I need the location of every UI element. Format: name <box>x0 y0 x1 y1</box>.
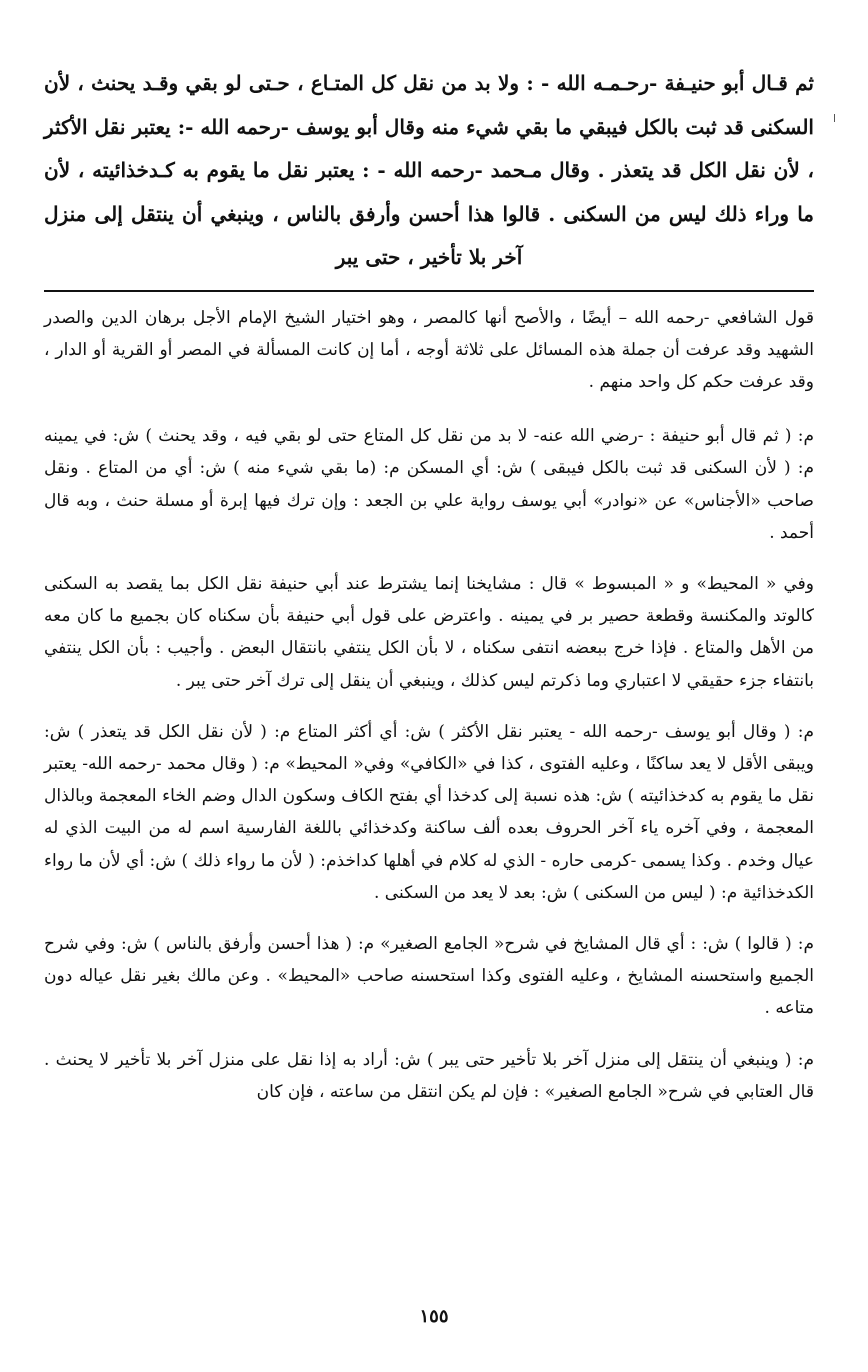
commentary-paragraph-2: م: ( ثم قال أبو حنيفة : -رضي الله عنه- لا بد من نقل كل المتاع حتى لو بقي فيه ، وقد يحنث ) ش: في يمينه م: ( لأن السكنى قد ثبت بالكل فيبقى ) ش: أي المسكن م: (ما بقي شيء منه ) ش: أي من المتاع . ونقل صاحب «الأجناس» عن «نوادر» أبي يوسف رواية علي بن الجعد : وإن ترك فيها إبرة أو مسلة حنث ، وبه قال أحمد . <box>44 426 814 543</box>
commentary-paragraph-1: قول الشافعي -رحمه الله – أيضًا ، والأصح أنها كالمصر ، وهو اختيار الشيخ الإمام الأجل برهان الدين والصدر الشهيد وقد عرفت أن جملة هذه المسائل على ثلاثة أوجه ، أما إن كانت المسألة في المصر أو القرية أو الدار ، وقد عرفت حكم كل واحد منهم . <box>44 307 814 392</box>
margin-mark <box>834 114 839 122</box>
section-divider <box>44 290 814 292</box>
commentary-paragraph-5: م: ( قالوا ) ش: : أي قال المشايخ في شرح« الجامع الصغير» م: ( هذا أحسن وأرفق بالناس ) ش: وفي شرح الجميع واستحسنه المشايخ ، وعليه الفتوى وكذا استحسنه صاحب «المحيط» . وعن مالك بغير نقل عياله دون متاعه . <box>44 933 814 1019</box>
commentary-paragraph-3: وفي « المحيط» و « المبسوط » قال : مشايخنا إنما يشترط عند أبي حنيفة نقل الكل بما يقصد به السكنى كالوتد والمكنسة وقطعة حصير بر في يمينه . واعترض على قول أبي حنيفة بأن سكناه كان بجميع ما كان معه من الأهل والمتاع . فإذا خرج ببعضه انتفى سكناه ، لا بأن الكل ينتفي بانتقال البعض . وأجيب : بأن الكل ينتفي بانتفاء جزء حقيقي لا اعتباري وما ذكرتم ليس كذلك ، وينبغي أن ينقل إلى ترك آخر حتى يبر . <box>44 573 814 691</box>
main-text-paragraph: ثم قـال أبو حنيـفة -رحـمـه الله - : ولا بد من نقل كل المتـاع ، حـتى لو بقي وقـد يحنث ، لأن السكنى قد ثبت بالكل فيبقي ما بقي شيء منه وقال أبو يوسف -رحمه الله -: يعتبر نقل الأكثر ، لأن نقل الكل قد يتعذر . وقال مـحمد -رحمه الله - : يعتبر نقل ما يقوم به كـدخذائيته ، لأن ما وراء ذلك ليس من السكنى . قالوا هذا أحسن وأرفق بالناس ، وينبغي أن ينتقل إلى منزل آخر بلا تأخير ، حتى يبر <box>44 71 814 269</box>
commentary <box>44 302 814 1108</box>
main-text <box>44 62 814 280</box>
commentary-paragraph-4: م: ( وقال أبو يوسف -رحمه الله - يعتبر نقل الأكثر ) ش: أي أكثر المتاع م: ( لأن نقل الكل قد يتعذر ) ش: ويبقى الأقل لا يعد ساكنًا ، وعليه الفتوى ، كذا في «الكافي» وفي« المحيط» م: ( وقال محمد -رحمه الله- يعتبر نقل ما يقوم به كدخذائيته ) ش: هذه نسبة إلى كدخذا أي بفتح الكاف وسكون الدال وضم الخاء المعجمة وبالذال المعجمة ، وفي آخره ياء آخر الحروف بعده ألف ساكنة وكدخذائي باللغة الفارسية اسم له من البيت الذي له عيال وخدم . وكذا يسمى -كرمى حاره - الذي له كلام في أهلها كداخذم: ( لأن ما رواء ذلك ) ش: أي لأن ما رواء الكدخذائية م: ( ليس من السكنى ) ش: بعد لا يعد من السكنى . <box>44 721 814 903</box>
commentary-paragraph-6: م: ( وينبغي أن ينتقل إلى منزل آخر بلا تأخير حتى يبر ) ش: أراد به إذا نقل على منزل آخر بلا تأخير لا يحنث . قال العتابي في شرح« الجامع الصغير» : فإن لم يكن انتقل من ساعته ، فإن كان <box>44 1049 814 1102</box>
page-number: ١٥٥ <box>419 1306 449 1327</box>
page-body <box>44 62 814 1127</box>
